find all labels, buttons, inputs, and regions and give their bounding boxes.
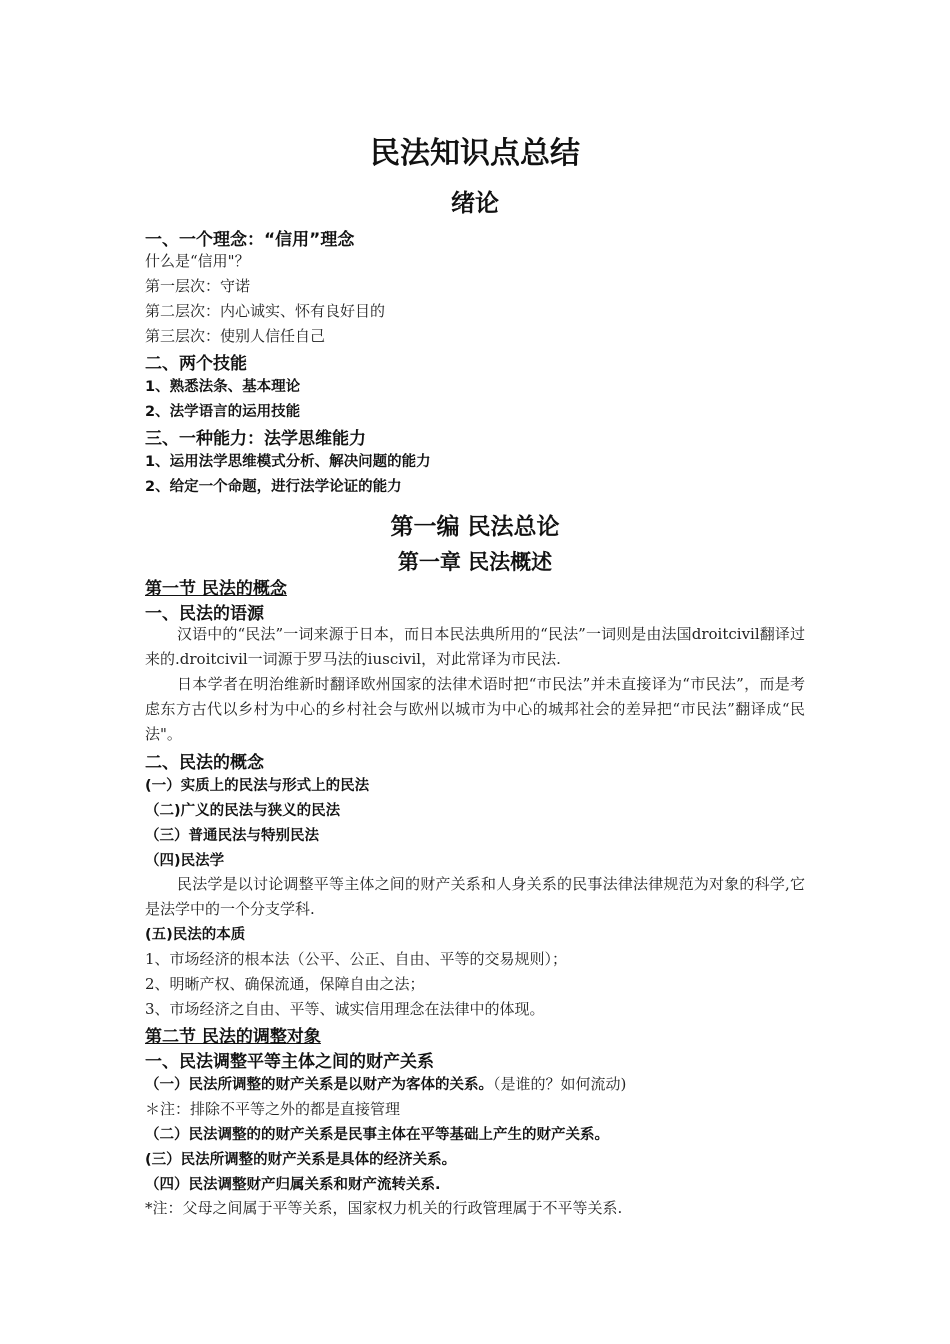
- intro-heading-1: 一、一个理念：“信用”理念: [145, 230, 355, 250]
- object-item-1: [145, 1073, 626, 1094]
- essence-item-1: 1、市场经济的根本法（公平、公正、自由、平等的交易规则）；: [145, 950, 568, 968]
- intro-ability-1: 1、运用法学思维模式分析、解决问题的能力: [145, 454, 431, 470]
- essence-item-3: 3、市场经济之自由、平等、诚实信用理念在法律中的体现。: [145, 1000, 545, 1018]
- intro-ability-2: 2、给定一个命题，进行法学论证的能力: [145, 479, 402, 495]
- intro-line-4: 第三层次：使别人信任自己: [145, 327, 326, 345]
- concept-item-3: （三）普通民法与特别民法: [145, 828, 319, 844]
- chapter-heading: 第一章 民法概述: [397, 550, 553, 574]
- concept-item-1: (一）实质上的民法与形式上的民法: [145, 778, 370, 794]
- object-item-2: （二）民法调整的的财产关系是民事主体在平等基础上产生的财产关系。: [145, 1127, 609, 1143]
- section-1-paragraph-1: 汉语中的“民法”一词来源于日本，而日本民法典所用的“民法”一词则是由法国droitcivil翻译过来的.droitcivil一词源于罗马法的iuscivil，对此常译为市民法.: [145, 625, 805, 668]
- section-1-title: 第一节 民法的概念: [145, 579, 287, 599]
- concept-item-4: （四)民法学: [145, 853, 225, 869]
- part-heading: 第一编 民法总论: [390, 514, 560, 540]
- section-1-paragraph-2: 日本学者在明治维新时翻译欧州国家的法律术语时把“市民法”并未直接译为“市民法”，而是考虑东方古代以乡村为中心的乡村社会与欧州以城市为中心的城邦社会的差异把“市民法”翻译成“民法"。: [145, 675, 805, 743]
- intro-line-2: 第一层次：守诺: [145, 277, 251, 295]
- object-item-1-rest: （是谁的？如何流动): [493, 1075, 627, 1093]
- section-1-heading-2: 二、民法的概念: [145, 753, 264, 773]
- section-1-heading-1: 一、民法的语源: [145, 604, 264, 624]
- intro-line-3: 第二层次：内心诚实、怀有良好目的: [145, 302, 386, 320]
- intro-heading: 绪论: [451, 189, 499, 217]
- essence-item-2: 2、明晰产权、确保流通，保障自由之法；: [145, 975, 425, 993]
- intro-heading-2: 二、两个技能: [145, 354, 247, 374]
- object-item-1-bold: （一）民法所调整的财产关系是以财产为客体的关系。: [145, 1077, 493, 1093]
- object-item-3: (三）民法所调整的财产关系是具体的经济关系。: [145, 1152, 457, 1168]
- concept-item-5: (五)民法的本质: [145, 927, 246, 943]
- document-title: 民法知识点总结: [370, 136, 580, 171]
- concept-item-2: （二)广义的民法与狭义的民法: [145, 803, 341, 819]
- object-note-2: *注：父母之间属于平等关系，国家权力机关的行政管理属于不平等关系.: [145, 1199, 623, 1217]
- object-item-4: （四）民法调整财产归属关系和财产流转关系.: [145, 1177, 441, 1193]
- section-1-paragraph-3: 民法学是以讨论调整平等主体之间的财产关系和人身关系的民事法律法律规范为对象的科学,它是法学中的一个分支学科.: [145, 875, 805, 918]
- object-note-1: ＊注：排除不平等之外的都是直接管理: [145, 1100, 401, 1118]
- intro-line-1: 什么是“信用"？: [145, 252, 250, 270]
- intro-heading-3: 三、一种能力：法学思维能力: [145, 429, 366, 449]
- section-2-title: 第二节 民法的调整对象: [145, 1027, 321, 1047]
- intro-skill-1: 1、熟悉法条、基本理论: [145, 379, 301, 395]
- section-2-heading-1: 一、民法调整平等主体之间的财产关系: [145, 1052, 434, 1072]
- intro-skill-2: 2、法学语言的运用技能: [145, 404, 301, 420]
